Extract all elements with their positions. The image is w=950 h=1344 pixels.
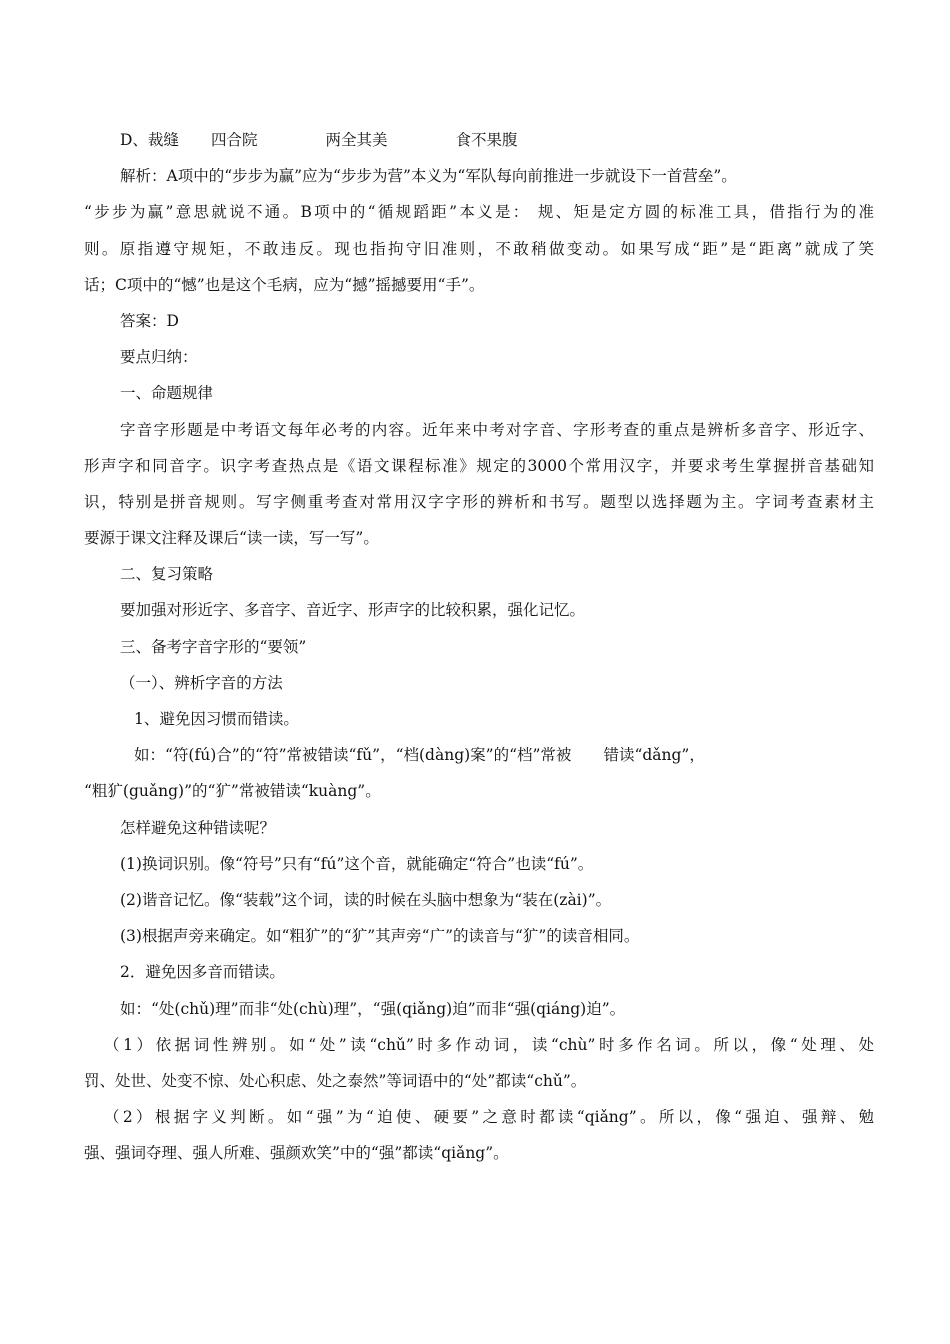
analysis-line-1: 解析：A项中的“步步为赢”应为“步步为营”本义为“军队每向前推进一步就设下一首营垒”。 (120, 167, 737, 186)
answer-line: 答案：D (120, 311, 179, 330)
point-1-title: 1、避免因习惯而错读。 (134, 710, 299, 728)
analysis-line-3: 则。原指遵守规矩，不敢违反。现也指拘守旧准则，不敢稍做变动。如果写成“距”是“距离”就成了笑 (84, 239, 874, 258)
section-1-title: 一、命题规律 (120, 384, 214, 403)
section-2-title: 二、复习策略 (120, 565, 214, 584)
point-1-question: 怎样避免这种错读呢？ (120, 818, 276, 837)
section-1-line-3: 识，特别是拼音规则。写字侧重考查对常用汉字字形的辨析和书写。题型以选择题为主。字词考查素材主 (84, 492, 874, 511)
section-1-line-4: 要源于课文注释及课后“读一读，写一写”。 (84, 529, 379, 548)
option-d-line (84, 122, 874, 158)
subsection-1-title: （一）、辨析字音的方法 (120, 673, 283, 692)
point-1-example-a: 如：“符(fú)合”的“符”常被错读“fǔ”，“档(dàng)案”的“档”常被 (134, 746, 572, 765)
point-1-example-line (84, 737, 874, 773)
analysis-line-2: “步步为赢”意思就说不通。B项中的“循规蹈距”本义是： 规、矩是定方圆的标准工具，借指行为的准 (84, 203, 874, 222)
option-d-word-4: 食不果腹 (455, 131, 518, 149)
point-2-rule-1-line-1: （1）依据词性辨别。如“处”读“chǔ”时多作动词，读“chù”时多作名词。所以，像“处理、处 (104, 1035, 874, 1054)
point-1-method-1: (1)换词识别。像“符号”只有“fú”这个音，就能确定“符合”也读“fú”。 (120, 854, 594, 873)
point-1-method-2: (2)谐音记忆。像“装载”这个词，读的时候在头脑中想象为“装在(zài)”。 (120, 890, 612, 909)
section-2-line: 要加强对形近字、多音字、音近字、形声字的比较积累，强化记忆。 (120, 601, 586, 620)
option-d-label: D、裁缝 (120, 131, 179, 149)
point-2-rule-2-line-1: （2）根据字义判断。如“强”为“迫使、硬要”之意时都读“qiǎng”。所以，像“强迫、强辩、勉 (104, 1108, 874, 1127)
analysis-line-4: 话；C项中的“憾”也是这个毛病，应为“撼”摇撼要用“手”。 (84, 275, 485, 294)
point-1-example-b: 错读“dǎng”， (603, 746, 705, 765)
point-1-method-3: (3)根据声旁来确定。如“粗犷”的“犷”其声旁“广”的读音与“犷”的读音相同。 (120, 927, 640, 946)
section-3-title: 三、备考字音字形的“要领” (120, 637, 307, 656)
point-1-example-c: “粗犷(guǎng)”的“犷”常被错读“kuàng”。 (84, 782, 381, 801)
summary-heading: 要点归纳： (120, 348, 198, 367)
section-1-line-2: 形声字和同音字。识字考查热点是《语文课程标准》规定的3000个常用汉字，并要求考生掌握拼音基础知 (84, 456, 874, 475)
section-1-line-1: 字音字形题是中考语文每年必考的内容。近年来中考对字音、字形考查的重点是辨析多音字、形近字、 (120, 420, 874, 439)
point-2-title: 2．避免因多音而错读。 (120, 963, 285, 982)
option-d-word-3: 两全其美 (325, 131, 388, 149)
option-d-word-2: 四合院 (210, 131, 258, 149)
point-2-rule-1-line-2: 罚、处世、处变不惊、处心积虑、处之泰然”等词语中的“处”都读“chǔ”。 (84, 1071, 587, 1090)
point-2-rule-2-line-2: 强、强词夺理、强人所难、强颜欢笑”中的“强”都读“qiǎng”。 (84, 1144, 509, 1163)
document-body (84, 122, 874, 1171)
point-2-example: 如：“处(chǔ)理”而非“处(chù)理”，“强(qiǎng)迫”而非“强(qiáng)迫”。 (120, 999, 626, 1018)
